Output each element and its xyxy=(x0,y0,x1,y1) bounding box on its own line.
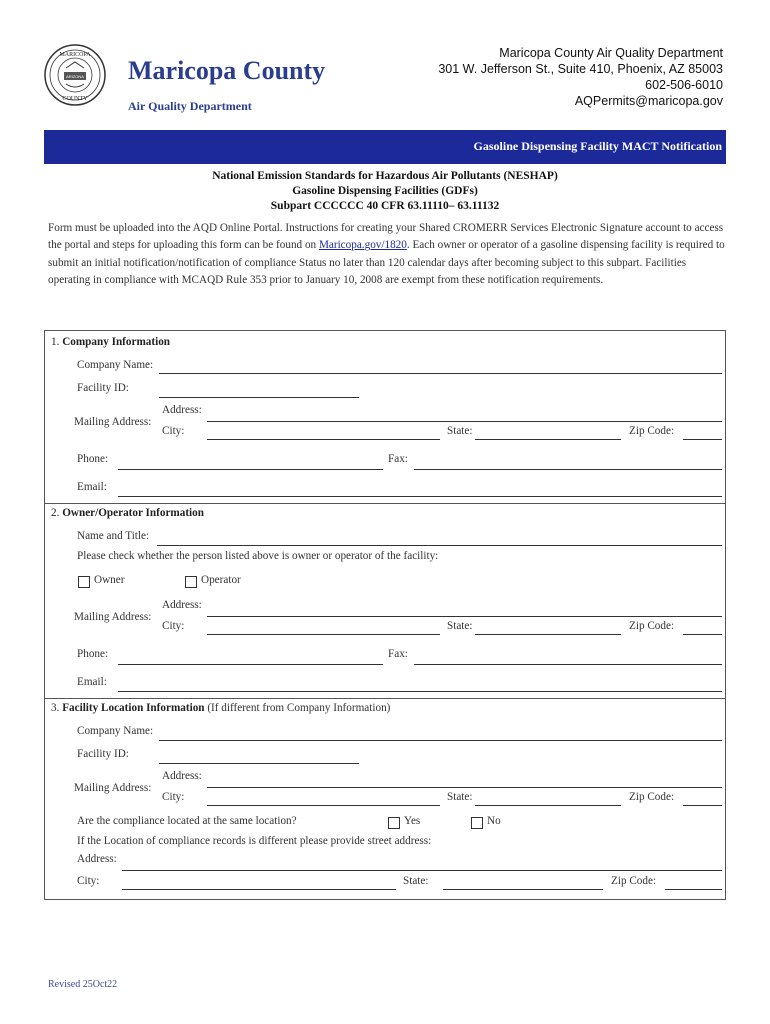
county-seal xyxy=(44,44,106,106)
title-line1: National Emission Standards for Hazardous Air Pollutants (NESHAP) xyxy=(212,170,558,182)
no-checkbox[interactable] xyxy=(471,817,483,829)
intro-text-1: Form must be uploaded into the AQD Online Portal. Instructions for creating your Shared CROMERR Services Electronic Signature account to access the portal and steps for uploading this form can be found on xyxy=(48,222,724,252)
city-field[interactable] xyxy=(207,805,440,806)
owner-checkbox[interactable] xyxy=(78,576,90,588)
phone-label: Phone: xyxy=(77,453,109,465)
fax-field[interactable] xyxy=(414,664,722,665)
facility-id-label: Facility ID: xyxy=(77,748,129,760)
name-title-field[interactable] xyxy=(157,545,722,546)
company-name-label: Company Name: xyxy=(77,725,154,737)
contact-line1: Maricopa County Air Quality Department xyxy=(499,46,723,60)
records-zip-field[interactable] xyxy=(665,889,722,890)
mailing-address-field[interactable] xyxy=(207,787,722,788)
department-name: Air Quality Department xyxy=(128,99,252,113)
mailing-address-label: Mailing Address: xyxy=(74,782,152,794)
city-field[interactable] xyxy=(207,439,440,440)
fax-label: Fax: xyxy=(388,648,408,660)
fax-field[interactable] xyxy=(414,469,722,470)
portal-link[interactable]: Maricopa.gov/1820 xyxy=(318,239,407,252)
facility-id-field[interactable] xyxy=(159,397,359,398)
owner-operator-question: Please check whether the person listed above is owner or operator of the facility: xyxy=(77,550,439,562)
address-label: Address: xyxy=(162,404,202,416)
phone-field[interactable] xyxy=(118,664,383,665)
no-label: No xyxy=(487,815,501,827)
company-name-label: Company Name: xyxy=(77,359,154,371)
section3-note: (If different from Company Information) xyxy=(207,702,391,714)
company-name-field[interactable] xyxy=(159,373,722,374)
zip-label: Zip Code: xyxy=(629,425,675,437)
records-state-label: State: xyxy=(403,875,429,887)
contact-address: 301 W. Jefferson St., Suite 410, Phoenix, AZ 85003 xyxy=(438,62,723,76)
section2-heading xyxy=(51,507,204,519)
email-label: Email: xyxy=(77,676,107,688)
zip-field[interactable] xyxy=(683,439,722,440)
state-field[interactable] xyxy=(475,634,621,635)
zip-label: Zip Code: xyxy=(629,791,675,803)
intro-text-2: . Each owner or operator of a gasoline dispensing facility is required to submit an initial notification/notification of compliance Status no later than 120 calendar days after becoming subject to this subpart. Facilities operating in compliance with MCAQD Rule 353 prior to January 10, 2008 are exempt from these notification requirements. xyxy=(48,239,725,287)
city-label: City: xyxy=(162,620,185,632)
mailing-address-label: Mailing Address: xyxy=(74,611,152,623)
records-city-label: City: xyxy=(77,875,100,887)
svg-text:MARICOPA: MARICOPA xyxy=(59,52,91,58)
zip-field[interactable] xyxy=(683,634,722,635)
operator-checkbox[interactable] xyxy=(185,576,197,588)
title-line2: Gasoline Dispensing Facilities (GDFs) xyxy=(292,185,478,197)
state-field[interactable] xyxy=(475,805,621,806)
address-label: Address: xyxy=(162,770,202,782)
city-field[interactable] xyxy=(207,634,440,635)
state-label: State: xyxy=(447,425,473,437)
section1-heading xyxy=(51,336,170,348)
company-name-field[interactable] xyxy=(159,740,722,741)
phone-label: Phone: xyxy=(77,648,109,660)
mailing-address-field[interactable] xyxy=(207,421,722,422)
section1-title: Company Information xyxy=(62,336,171,348)
contact-email[interactable]: AQPermits@maricopa.gov xyxy=(574,94,723,108)
section-divider xyxy=(44,698,726,699)
facility-id-label: Facility ID: xyxy=(77,382,129,394)
svg-text:COUNTY: COUNTY xyxy=(62,96,88,102)
records-address-label: Address: xyxy=(77,853,117,865)
city-label: City: xyxy=(162,791,185,803)
section2-title: Owner/Operator Information xyxy=(62,507,204,519)
section3-title: Facility Location Information xyxy=(62,702,205,714)
records-note: If the Location of compliance records is different please provide street address: xyxy=(77,835,432,847)
contact-block xyxy=(438,45,723,109)
email-label: Email: xyxy=(77,481,107,493)
records-state-field[interactable] xyxy=(443,889,603,890)
section2-number: 2. xyxy=(51,507,60,519)
mailing-address-field[interactable] xyxy=(207,616,722,617)
revision-date: Revised 25Oct22 xyxy=(48,979,118,990)
intro-paragraph xyxy=(48,220,728,290)
city-label: City: xyxy=(162,425,185,437)
yes-checkbox[interactable] xyxy=(388,817,400,829)
owner-label: Owner xyxy=(94,574,125,586)
section3-number: 3. xyxy=(51,702,60,714)
fax-label: Fax: xyxy=(388,453,408,465)
records-zip-label: Zip Code: xyxy=(611,875,657,887)
phone-field[interactable] xyxy=(118,469,383,470)
facility-id-field[interactable] xyxy=(159,763,359,764)
email-field[interactable] xyxy=(118,691,722,692)
mailing-address-label: Mailing Address: xyxy=(74,416,152,428)
contact-phone: 602-506-6010 xyxy=(645,78,723,92)
name-title-label: Name and Title: xyxy=(77,530,150,542)
same-location-question: Are the compliance located at the same location? xyxy=(77,815,297,827)
section3-heading xyxy=(51,702,390,714)
section1-number: 1. xyxy=(51,336,60,348)
state-label: State: xyxy=(447,791,473,803)
title-banner: Gasoline Dispensing Facility MACT Notification xyxy=(44,130,726,164)
state-field[interactable] xyxy=(475,439,621,440)
records-city-field[interactable] xyxy=(122,889,396,890)
email-field[interactable] xyxy=(118,496,722,497)
zip-field[interactable] xyxy=(683,805,722,806)
state-label: State: xyxy=(447,620,473,632)
address-label: Address: xyxy=(162,599,202,611)
org-name: Maricopa County xyxy=(128,56,326,85)
zip-label: Zip Code: xyxy=(629,620,675,632)
yes-label: Yes xyxy=(404,815,421,827)
section-divider xyxy=(44,503,726,504)
title-line3: Subpart CCCCCC 40 CFR 63.11110– 63.11132 xyxy=(270,200,500,212)
records-address-field[interactable] xyxy=(122,870,722,871)
operator-label: Operator xyxy=(201,574,241,586)
svg-text:ARIZONA: ARIZONA xyxy=(66,74,84,79)
